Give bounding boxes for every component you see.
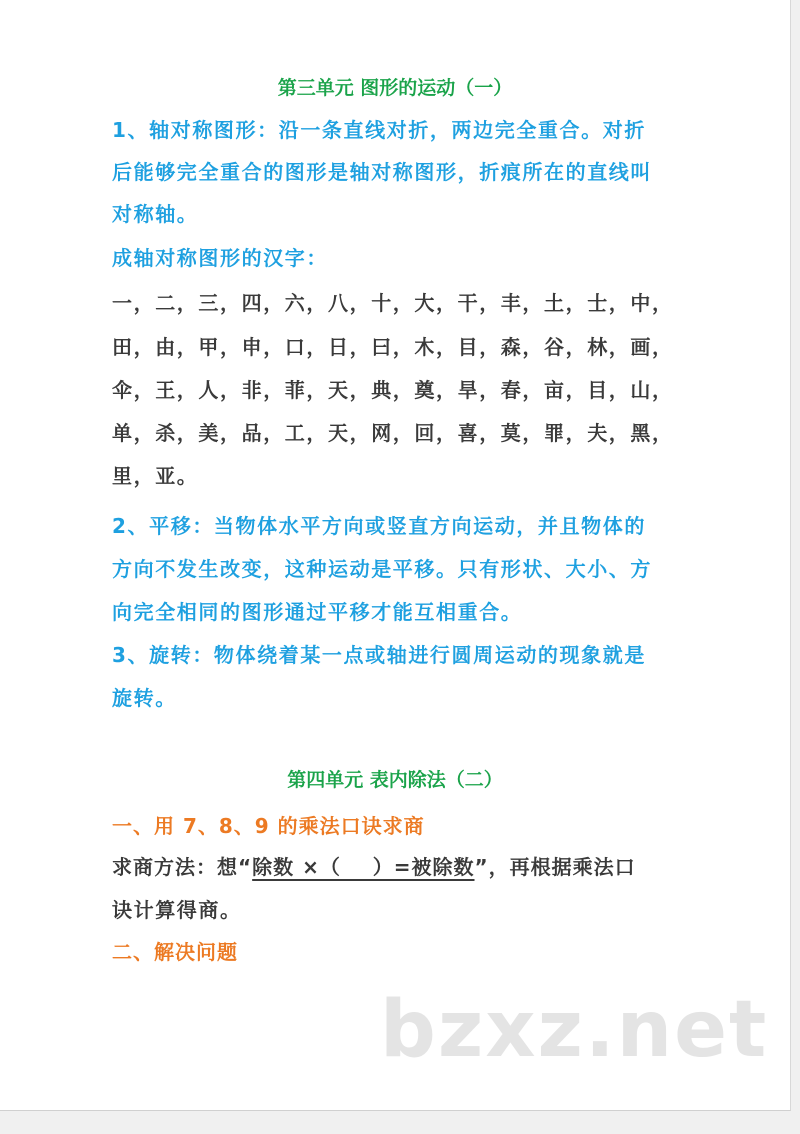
p2-line-1: 2、平移：当物体水平方向或竖直方向运动，并且物体的	[112, 514, 646, 538]
method-prefix: 求商方法：想“	[112, 855, 253, 879]
p1-line-1: 1、轴对称图形：沿一条直线对折，两边完全重合。对折	[112, 118, 646, 142]
method-line-2: 诀计算得商。	[112, 898, 242, 922]
unit4-title: 第四单元 表内除法（二）	[287, 769, 503, 791]
p3-line-1: 3、旋转：物体绕着某一点或轴进行圆周运动的现象就是	[112, 643, 646, 667]
unit3-title: 第三单元 图形的运动（一）	[277, 77, 513, 99]
char-row-3: 伞，王，人，非，菲，天，典，奠，旱，春，亩，目，山，	[112, 378, 674, 402]
char-row-4: 单，杀，美，品，工，天，网，回，喜，莫，罪，夫，黑，	[112, 421, 674, 445]
method-line-1	[112, 853, 636, 881]
section1-heading: 一、用 7、8、9 的乘法口诀求商	[112, 814, 425, 838]
p1-line-3: 对称轴。	[112, 202, 199, 226]
section2-heading: 二、解决问题	[112, 940, 238, 964]
watermark: bzxz.net	[380, 985, 769, 1075]
p3-line-2: 旋转。	[112, 686, 177, 710]
char-row-1: 一，二，三，四，六，八，十，大，干，丰，土，士，中，	[112, 291, 674, 315]
p2-line-2: 方向不发生改变，这种运动是平移。只有形状、大小、方	[112, 557, 652, 581]
p1-line-2: 后能够完全重合的图形是轴对称图形，折痕所在的直线叫	[112, 160, 652, 184]
method-formula: 除数 ×（ ）=被除数	[252, 855, 475, 879]
p2-line-3: 向完全相同的图形通过平移才能互相重合。	[112, 600, 523, 624]
method-suffix: ”，再根据乘法口	[474, 855, 636, 879]
char-row-5: 里，亚。	[112, 464, 199, 488]
chars-heading: 成轴对称图形的汉字：	[112, 246, 328, 270]
char-row-2: 田，由，甲，申，口，日，曰，木，目，森，谷，林，画，	[112, 335, 674, 359]
